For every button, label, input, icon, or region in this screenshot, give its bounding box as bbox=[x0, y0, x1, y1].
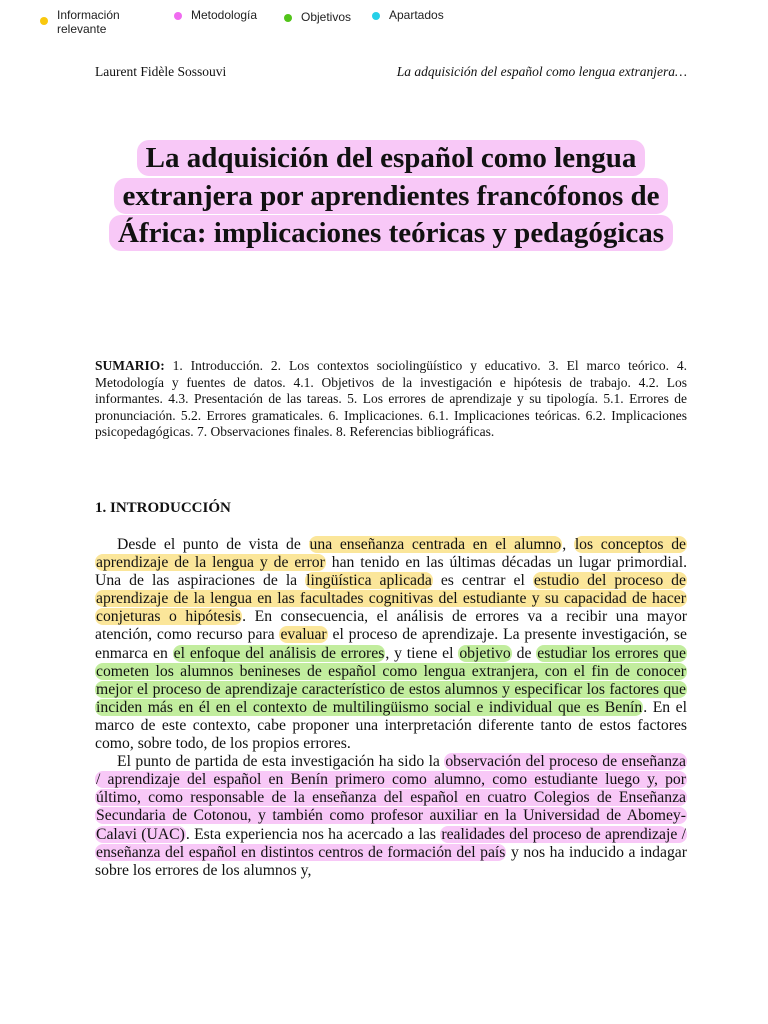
highlight-relevant-info[interactable]: evaluar bbox=[280, 626, 327, 644]
cyan-dot-icon bbox=[372, 12, 380, 20]
highlight-methodology[interactable]: observación del proceso de enseñanza / aprendizaje del español en Benín primero como alumno, como estudiante luego y, por último, como responsable de la enseñanza del español en cuatro Colegios de Enseñanza Secundaria de Cotonou, y también como profesor auxiliar en la Universidad de Abomey-Calavi (UAC) bbox=[96, 753, 686, 843]
paragraph-1 bbox=[95, 536, 687, 753]
text-run: El punto de partida de esta investigación ha sido la bbox=[117, 753, 445, 771]
text-run: , y tiene el bbox=[385, 644, 459, 662]
summary bbox=[95, 358, 687, 441]
section-body bbox=[95, 536, 687, 880]
legend-item-methodology[interactable] bbox=[174, 8, 257, 22]
legend-item-sections[interactable] bbox=[372, 8, 444, 22]
legend-label: Información relevante bbox=[57, 8, 120, 36]
summary-label: SUMARIO: bbox=[95, 358, 165, 373]
section-heading: 1. INTRODUCCIÓN bbox=[95, 500, 231, 516]
text-run: . En consecuencia, el análisis de errores va a recibir una mayor atención, como recurso para bbox=[95, 608, 688, 644]
text-run: . En el marco de este contexto, cabe proponer una interpretación diferente tanto de estos factores como, sobre todo, de los propios errores. bbox=[95, 698, 688, 753]
highlight-objective[interactable]: estudiar los errores que cometen los alumnos benineses de español como lengua extranjera, con el fin de conocer mejor el proceso de aprendizaje característico de estos alumnos y especificar los factores que inciden más en él en el contexto de multilingüismo social e individual que es Benín bbox=[96, 644, 686, 716]
highlight-relevant-info[interactable]: los conceptos de aprendizaje de la lengua y de error bbox=[96, 536, 686, 572]
legend-label: Objetivos bbox=[301, 10, 352, 24]
green-dot-icon bbox=[284, 14, 292, 22]
document-title bbox=[95, 140, 687, 253]
author-name: Laurent Fidèle Sossouvi bbox=[95, 64, 227, 79]
highlight-relevant-info[interactable]: lingüística aplicada bbox=[306, 572, 432, 590]
text-run: y nos ha inducido a indagar sobre los errores de los alumnos y, bbox=[95, 843, 687, 879]
text-run: es centrar el bbox=[432, 572, 533, 590]
legend-item-objectives[interactable] bbox=[284, 10, 351, 24]
legend-item-relevant-info[interactable] bbox=[40, 8, 137, 36]
text-run: Desde el punto de vista de bbox=[117, 536, 309, 553]
text-run: el proceso de aprendizaje. La presente investigación, se enmarca en bbox=[95, 626, 687, 662]
text-run: , bbox=[562, 536, 574, 553]
text-run: han tenido en las últimas décadas un lugar primordial. Una de las aspiraciones de la bbox=[95, 554, 688, 590]
legend-label: Metodología bbox=[191, 8, 258, 22]
title-highlight[interactable]: La adquisición del español como lengua extranjera por aprendientes francófonos de África: implicaciones teóricas y pedagógicas bbox=[109, 140, 673, 251]
highlight-relevant-info[interactable]: estudio del proceso de aprendizaje de la lengua en las facultades cognitivas del estudiante y su capacidad de hacer conjeturas o hipótesis bbox=[96, 572, 686, 626]
text-run: de bbox=[511, 644, 537, 662]
highlight-relevant-info[interactable]: una enseñanza centrada en el alumno bbox=[309, 536, 562, 553]
summary-text: 1. Introducción. 2. Los contextos sociolingüístico y educativo. 3. El marco teórico. 4. Metodología y fuentes de datos. 4.1. Objetivos de la investigación e hipótesis de trabajo. 4.2. Los informantes. 4.3. Presentación de las tareas. 5. Los errores de aprendizaje y su tipología. 5.1. Errores de pronunciación. 5.2. Errores gramaticales. 6. Implicaciones. 6.1. Implicaciones teóricas. 6.2. Implicaciones psicopedagógicas. 7. Observaciones finales. 8. Referencias bibliográficas. bbox=[95, 358, 687, 440]
legend-label: Apartados bbox=[389, 8, 444, 22]
highlight-objective[interactable]: objetivo bbox=[459, 644, 511, 662]
running-title: La adquisición del español como lengua extranjera… bbox=[396, 64, 687, 79]
highlight-methodology[interactable]: realidades del proceso de aprendizaje / enseñanza del español en distintos centros de formación del país bbox=[96, 825, 686, 861]
pink-dot-icon bbox=[174, 12, 182, 20]
running-head bbox=[95, 64, 687, 82]
highlight-objective[interactable]: el enfoque del análisis de errores bbox=[173, 644, 385, 662]
paragraph-2 bbox=[95, 753, 687, 880]
text-run: . Esta experiencia nos ha acercado a las bbox=[185, 825, 441, 843]
yellow-dot-icon bbox=[40, 17, 48, 25]
